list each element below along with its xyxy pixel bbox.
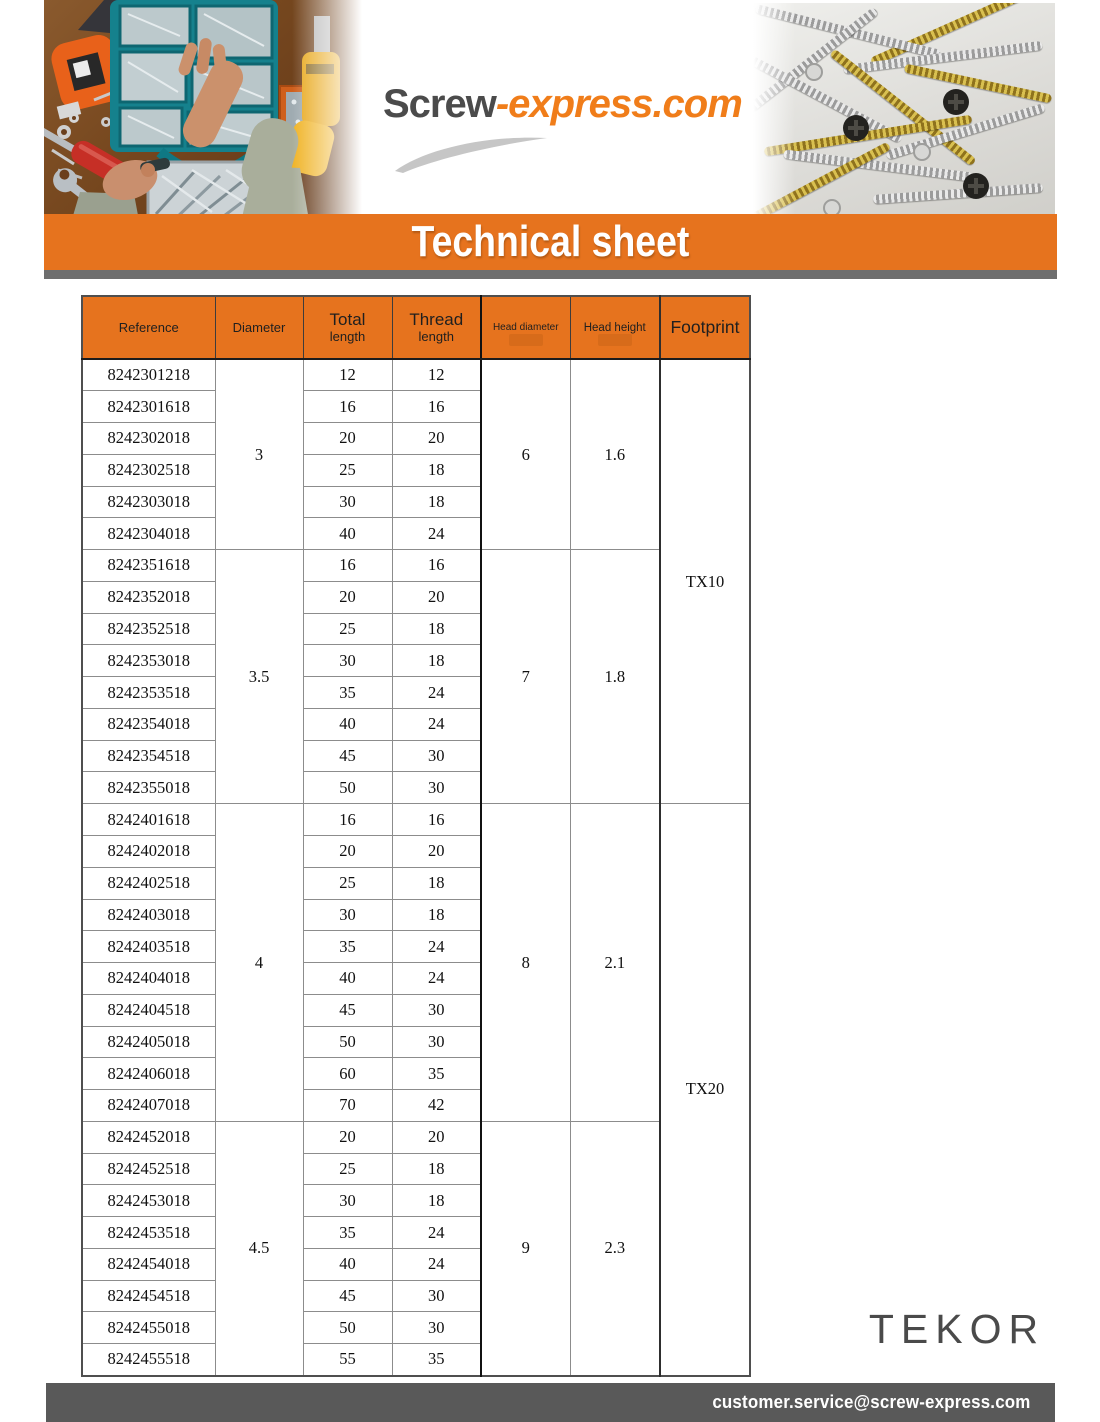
thread-length-cell: 30 xyxy=(392,740,481,772)
thread-length-cell: 30 xyxy=(392,1312,481,1344)
thread-length-cell: 12 xyxy=(392,359,481,391)
thread-length-cell: 24 xyxy=(392,1248,481,1280)
erased-unit-smudge xyxy=(509,334,543,346)
total-length-cell: 16 xyxy=(303,804,392,836)
thread-length-cell: 16 xyxy=(392,804,481,836)
thread-length-cell: 20 xyxy=(392,835,481,867)
total-length-cell: 30 xyxy=(303,645,392,677)
thread-length-cell: 30 xyxy=(392,1026,481,1058)
total-length-cell: 20 xyxy=(303,1121,392,1153)
reference-cell: 8242302518 xyxy=(82,454,215,486)
reference-cell: 8242352518 xyxy=(82,613,215,645)
logo-part-gray: Screw xyxy=(383,82,496,126)
column-header-thread-line1: Thread xyxy=(409,310,464,329)
reference-cell: 8242355018 xyxy=(82,772,215,804)
reference-cell: 8242454518 xyxy=(82,1280,215,1312)
footer-bar xyxy=(46,1383,1055,1422)
head-height-cell: 1.8 xyxy=(570,550,660,804)
diameter-cell: 3.5 xyxy=(215,550,303,804)
total-length-cell: 50 xyxy=(303,772,392,804)
thread-length-cell: 16 xyxy=(392,550,481,582)
table-row xyxy=(82,550,750,582)
column-header-total-length xyxy=(303,296,392,359)
diameter-cell: 4.5 xyxy=(215,1121,303,1375)
total-length-cell: 45 xyxy=(303,740,392,772)
column-header-reference: Reference xyxy=(82,296,215,359)
photo-fade-overlay xyxy=(44,0,362,226)
photo-fade-overlay xyxy=(753,3,1055,226)
total-length-cell: 25 xyxy=(303,867,392,899)
thread-length-cell: 20 xyxy=(392,423,481,455)
column-header-total-line1: Total xyxy=(329,310,366,329)
column-header-head-diameter: Head diameter xyxy=(481,296,570,359)
thread-length-cell: 18 xyxy=(392,486,481,518)
table-row xyxy=(82,804,750,836)
reference-cell: 8242453518 xyxy=(82,1217,215,1249)
reference-cell: 8242405018 xyxy=(82,1026,215,1058)
banner xyxy=(44,214,1057,270)
reference-cell: 8242403518 xyxy=(82,931,215,963)
diameter-cell: 3 xyxy=(215,359,303,550)
reference-cell: 8242352018 xyxy=(82,581,215,613)
table-row xyxy=(82,359,750,391)
reference-cell: 8242453018 xyxy=(82,1185,215,1217)
head-height-cell: 1.6 xyxy=(570,359,660,550)
total-length-cell: 20 xyxy=(303,423,392,455)
thread-length-cell: 30 xyxy=(392,1280,481,1312)
reference-cell: 8242353018 xyxy=(82,645,215,677)
thread-length-cell: 18 xyxy=(392,1185,481,1217)
page-title: Technical sheet xyxy=(411,217,690,266)
reference-cell: 8242301218 xyxy=(82,359,215,391)
head-diameter-cell: 7 xyxy=(481,550,570,804)
reference-cell: 8242455018 xyxy=(82,1312,215,1344)
thread-length-cell: 18 xyxy=(392,645,481,677)
erased-unit-smudge xyxy=(598,334,632,346)
thread-length-cell: 18 xyxy=(392,613,481,645)
reference-cell: 8242454018 xyxy=(82,1248,215,1280)
thread-length-cell: 24 xyxy=(392,1217,481,1249)
thread-length-cell: 35 xyxy=(392,1058,481,1090)
thread-length-cell: 24 xyxy=(392,931,481,963)
total-length-cell: 60 xyxy=(303,1058,392,1090)
reference-cell: 8242402518 xyxy=(82,867,215,899)
reference-cell: 8242452018 xyxy=(82,1121,215,1153)
workbench-photo xyxy=(44,0,362,226)
reference-cell: 8242353518 xyxy=(82,677,215,709)
thread-length-cell: 18 xyxy=(392,1153,481,1185)
total-length-cell: 25 xyxy=(303,613,392,645)
table-row xyxy=(82,1121,750,1153)
brand-name: TEKOR xyxy=(868,1306,1046,1352)
reference-cell: 8242354518 xyxy=(82,740,215,772)
contact-email[interactable]: customer.service@screw-express.com xyxy=(712,1392,1031,1412)
head-height-cell: 2.3 xyxy=(570,1121,660,1375)
total-length-cell: 25 xyxy=(303,454,392,486)
total-length-cell: 30 xyxy=(303,899,392,931)
screws-photo xyxy=(753,3,1055,226)
site-logo-text xyxy=(383,82,742,127)
thread-length-cell: 20 xyxy=(392,1121,481,1153)
thread-length-cell: 24 xyxy=(392,677,481,709)
spec-table xyxy=(81,295,751,1377)
total-length-cell: 16 xyxy=(303,391,392,423)
reference-cell: 8242403018 xyxy=(82,899,215,931)
total-length-cell: 20 xyxy=(303,835,392,867)
total-length-cell: 12 xyxy=(303,359,392,391)
reference-cell: 8242401618 xyxy=(82,804,215,836)
reference-cell: 8242351618 xyxy=(82,550,215,582)
total-length-cell: 35 xyxy=(303,1217,392,1249)
thread-length-cell: 30 xyxy=(392,994,481,1026)
total-length-cell: 16 xyxy=(303,550,392,582)
total-length-cell: 55 xyxy=(303,1344,392,1376)
total-length-cell: 20 xyxy=(303,581,392,613)
total-length-cell: 40 xyxy=(303,963,392,995)
column-header-diameter: Diameter xyxy=(215,296,303,359)
column-header-thread-length xyxy=(392,296,481,359)
reference-cell: 8242406018 xyxy=(82,1058,215,1090)
thread-length-cell: 30 xyxy=(392,772,481,804)
column-header-total-line2: length xyxy=(329,329,366,344)
thread-length-cell: 18 xyxy=(392,899,481,931)
total-length-cell: 45 xyxy=(303,994,392,1026)
thread-length-cell: 24 xyxy=(392,963,481,995)
reference-cell: 8242404018 xyxy=(82,963,215,995)
total-length-cell: 50 xyxy=(303,1312,392,1344)
diameter-cell: 4 xyxy=(215,804,303,1122)
reference-cell: 8242303018 xyxy=(82,486,215,518)
reference-cell: 8242407018 xyxy=(82,1090,215,1122)
table-header-row xyxy=(82,296,750,359)
reference-cell: 8242404518 xyxy=(82,994,215,1026)
total-length-cell: 70 xyxy=(303,1090,392,1122)
thread-length-cell: 16 xyxy=(392,391,481,423)
total-length-cell: 40 xyxy=(303,518,392,550)
reference-cell: 8242302018 xyxy=(82,423,215,455)
reference-cell: 8242402018 xyxy=(82,835,215,867)
total-length-cell: 40 xyxy=(303,1248,392,1280)
total-length-cell: 30 xyxy=(303,486,392,518)
reference-cell: 8242301618 xyxy=(82,391,215,423)
thread-length-cell: 24 xyxy=(392,518,481,550)
head-height-cell: 2.1 xyxy=(570,804,660,1122)
reference-cell: 8242354018 xyxy=(82,708,215,740)
site-logo xyxy=(383,82,742,173)
thread-length-cell: 35 xyxy=(392,1344,481,1376)
total-length-cell: 35 xyxy=(303,677,392,709)
head-diameter-cell: 8 xyxy=(481,804,570,1122)
column-header-footprint: Footprint xyxy=(660,296,750,359)
total-length-cell: 40 xyxy=(303,708,392,740)
total-length-cell: 30 xyxy=(303,1185,392,1217)
logo-part-orange: -express.com xyxy=(495,82,742,126)
footprint-cell: TX20 xyxy=(660,804,750,1376)
head-diameter-cell: 9 xyxy=(481,1121,570,1375)
total-length-cell: 25 xyxy=(303,1153,392,1185)
thread-length-cell: 20 xyxy=(392,581,481,613)
total-length-cell: 35 xyxy=(303,931,392,963)
column-header-head-height: Head height xyxy=(570,296,660,359)
total-length-cell: 50 xyxy=(303,1026,392,1058)
thread-length-cell: 42 xyxy=(392,1090,481,1122)
banner-shadow-strip xyxy=(44,270,1057,279)
thread-length-cell: 24 xyxy=(392,708,481,740)
total-length-cell: 45 xyxy=(303,1280,392,1312)
head-diameter-cell: 6 xyxy=(481,359,570,550)
reference-cell: 8242455518 xyxy=(82,1344,215,1376)
logo-swoosh-shape xyxy=(391,129,551,173)
thread-length-cell: 18 xyxy=(392,867,481,899)
thread-length-cell: 18 xyxy=(392,454,481,486)
footprint-cell: TX10 xyxy=(660,359,750,804)
reference-cell: 8242452518 xyxy=(82,1153,215,1185)
spec-table-body xyxy=(82,359,750,1376)
column-header-thread-line2: length xyxy=(418,329,454,344)
reference-cell: 8242304018 xyxy=(82,518,215,550)
